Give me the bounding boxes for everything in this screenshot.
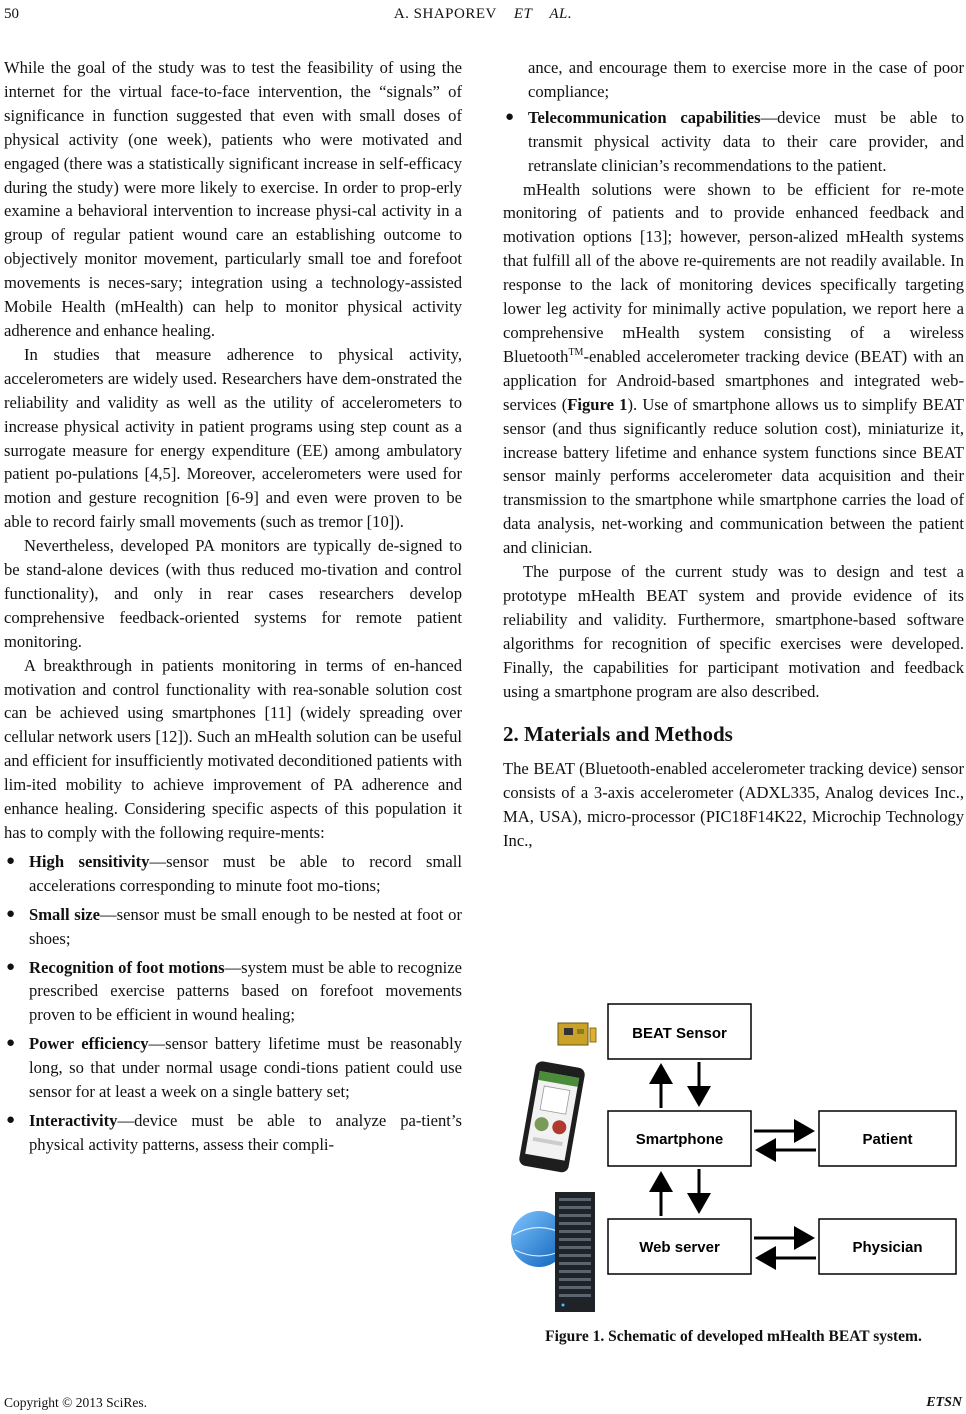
running-title-authors: A. SHAPOREV bbox=[393, 6, 497, 22]
smartphone-box bbox=[608, 1111, 751, 1166]
paragraph-purpose: The purpose of the current study was to design and test a prototype mHealth BEAT system and provide evidence of its reliability and validity. Furthermore, smartphone-based software algorithms for recognition of specific exercises were developed. Finally, the capabilities for participant motivation and feedback using a smartphone program are also described. bbox=[503, 562, 964, 701]
left-column bbox=[4, 56, 462, 1157]
patient-label: Patient bbox=[862, 1131, 913, 1148]
running-title-et: ET bbox=[513, 6, 533, 22]
paragraph-mhealth bbox=[503, 178, 964, 561]
requirement-text: —sensor must be able to record small accelerations corresponding to minute foot mo-tions; bbox=[29, 851, 462, 895]
sensor-board-icon bbox=[558, 1023, 596, 1045]
running-title-al: AL. bbox=[549, 6, 573, 22]
bullet-icon: ● bbox=[505, 108, 515, 125]
bullet-icon: ● bbox=[6, 1035, 16, 1052]
right-column bbox=[503, 56, 964, 853]
requirement-text: —device must be able to analyze pa-tient’s physical activity patterns, assess their compli- bbox=[29, 1110, 462, 1154]
web-server-label: Web server bbox=[639, 1239, 720, 1256]
text-run: mHealth solutions were shown to be efficient for re-mote monitoring of patients and to provide enhanced feedback and motivation options [13]; however, person-alized mHealth systems that fulfill all of the above re-quirements are not readily available. In response to the lack of monitoring devices specifically targeting lower leg activity for minimally active population, we report here a comprehensive mHealth system consisting of a wireless Bluetooth bbox=[503, 179, 964, 366]
trademark-sup: TM bbox=[568, 346, 584, 358]
figure-reference[interactable]: Figure 1 bbox=[567, 394, 628, 414]
page-number: 50 bbox=[4, 6, 19, 22]
list-item bbox=[4, 1032, 462, 1104]
paragraph-beat-sensor: The BEAT (Bluetooth-enabled accelerometer tracking device) sensor consists of a 3-axis accelerometer (ADXL335, Analog devices Inc., MA, USA), micro-processor (PIC18F14K22, Microchip Technology Inc., bbox=[503, 759, 964, 851]
figure-caption: Figure 1. Schematic of developed mHealth BEAT system. bbox=[545, 1328, 922, 1345]
requirement-text: —system must be able to recognize prescribed exercise patterns based on forefoot movements proven to be efficient in wound healing; bbox=[29, 957, 462, 1025]
list-item bbox=[4, 850, 462, 898]
requirement-term: Power efficiency bbox=[29, 1034, 149, 1054]
requirement-term: Telecommunication capabilities bbox=[528, 107, 761, 127]
paragraph-accelerometers: In studies that measure adherence to physical activity, accelerometers are widely used. Researchers have dem-onstrated the reliability and validity as well as the utility of accelerometers to increase physical activity in patient programs using step count as a surrogate measure for energy expenditure (EE) among ambulatory patient po-pulations [4,5]. Moreover, accelerometers were used for motion and gesture recognition [6-9] and even were proven to be able to record fairly small movements (such as tremor [10]). bbox=[4, 344, 462, 532]
list-item bbox=[4, 956, 462, 1028]
bullet-continuation: ance, and encourage them to exercise more in the case of poor compliance; bbox=[528, 58, 964, 101]
paragraph-goal: While the goal of the study was to test the feasibility of using the internet for the virtual face-to-face intervention, the “signals” of significance in function suggested that even with small doses of physical activity (one week), patients who were motivated and engaged (there was a statistically significant increase in self-efficacy during the study) were more likely to exercise. In order to prop-erly examine a behavioral intervention to increase physi-cal activity in a group of regular patient wound care an establishing outcome to objectively monitor movement, particularly small toe and forefoot movements is neces-sary; integration using a technology-assisted Mobile Health (mHealth) can help to monitor physical activity adherence and enhance healing. bbox=[4, 58, 462, 340]
requirement-term: Small size bbox=[29, 904, 101, 924]
requirement-term: High sensitivity bbox=[29, 851, 150, 871]
section-heading: 2. Materials and Methods bbox=[503, 722, 733, 747]
journal-name: ETSN bbox=[926, 1395, 962, 1410]
list-item bbox=[4, 1109, 462, 1157]
list-item bbox=[4, 903, 462, 951]
figure-schematic bbox=[503, 1000, 966, 1315]
beat-sensor-box bbox=[608, 1004, 751, 1059]
web-server-icon bbox=[511, 1192, 595, 1312]
requirement-term: Interactivity bbox=[29, 1110, 118, 1130]
physician-box bbox=[819, 1219, 956, 1274]
paragraph-pa-monitors: Nevertheless, developed PA monitors are typically de-signed to be stand-alone devices (with thus reduced mo-tivation and control functionality), and only in rear cases researchers develop comprehensive feedback-oriented systems for remote patient monitoring. bbox=[4, 536, 462, 651]
list-item bbox=[503, 106, 964, 178]
text-run: -enabled accelerometer tracking device (BEAT) with an application for Android-based smartphones and integrated web-services ( bbox=[503, 346, 964, 414]
paragraph-breakthrough: A breakthrough in patients monitoring in terms of en-hanced motivation and control functionality with rea-sonable solution cost can be achieved using smartphones [11] (widely spreading over cellular network users [12]). Such an mHealth solution can be useful and efficient for insufficiently motivated deconditioned patients with lim-ited mobility to achieve improvement of PA adherence and enhance healing. Considering specific aspects of this population it has to comply with the following require-ments: bbox=[4, 655, 462, 842]
requirement-text: —sensor battery lifetime must be reasonably long, so that under normal usage condi-tions patient could use sensor for at least a week on a single battery set; bbox=[29, 1034, 462, 1102]
patient-box bbox=[819, 1111, 956, 1166]
web-server-box bbox=[608, 1219, 751, 1274]
bullet-icon: ● bbox=[6, 852, 16, 869]
copyright: Copyright © 2013 SciRes. bbox=[4, 1395, 148, 1410]
beat-sensor-label: BEAT Sensor bbox=[632, 1025, 727, 1042]
running-title bbox=[0, 6, 966, 23]
bullet-icon: ● bbox=[6, 905, 16, 922]
bullet-icon: ● bbox=[6, 1111, 16, 1128]
physician-label: Physician bbox=[852, 1239, 923, 1256]
smartphone-icon bbox=[518, 1060, 586, 1173]
requirement-text: —sensor must be small enough to be nested at foot or shoes; bbox=[29, 904, 463, 948]
text-run: ). Use of smartphone allows us to simplify BEAT sensor (and thus significantly reduce solution cost), miniaturize it, increase battery lifetime and enhance system functions since BEAT sensor mainly performs accelerometer data acquisition and their transmission to the smartphone while smartphone carries the load of data analysis, net-working and communication between the patient and clinician. bbox=[503, 394, 964, 558]
smartphone-label: Smartphone bbox=[635, 1131, 724, 1148]
bullet-icon: ● bbox=[6, 958, 16, 975]
requirement-term: Recognition of foot motions bbox=[29, 957, 225, 977]
requirement-text: —device must be able to transmit physical activity data to their care provider, and retranslate clinician’s recommendations to the patient. bbox=[528, 107, 965, 175]
requirements-list-continued bbox=[503, 106, 964, 178]
requirements-list bbox=[4, 850, 462, 1157]
